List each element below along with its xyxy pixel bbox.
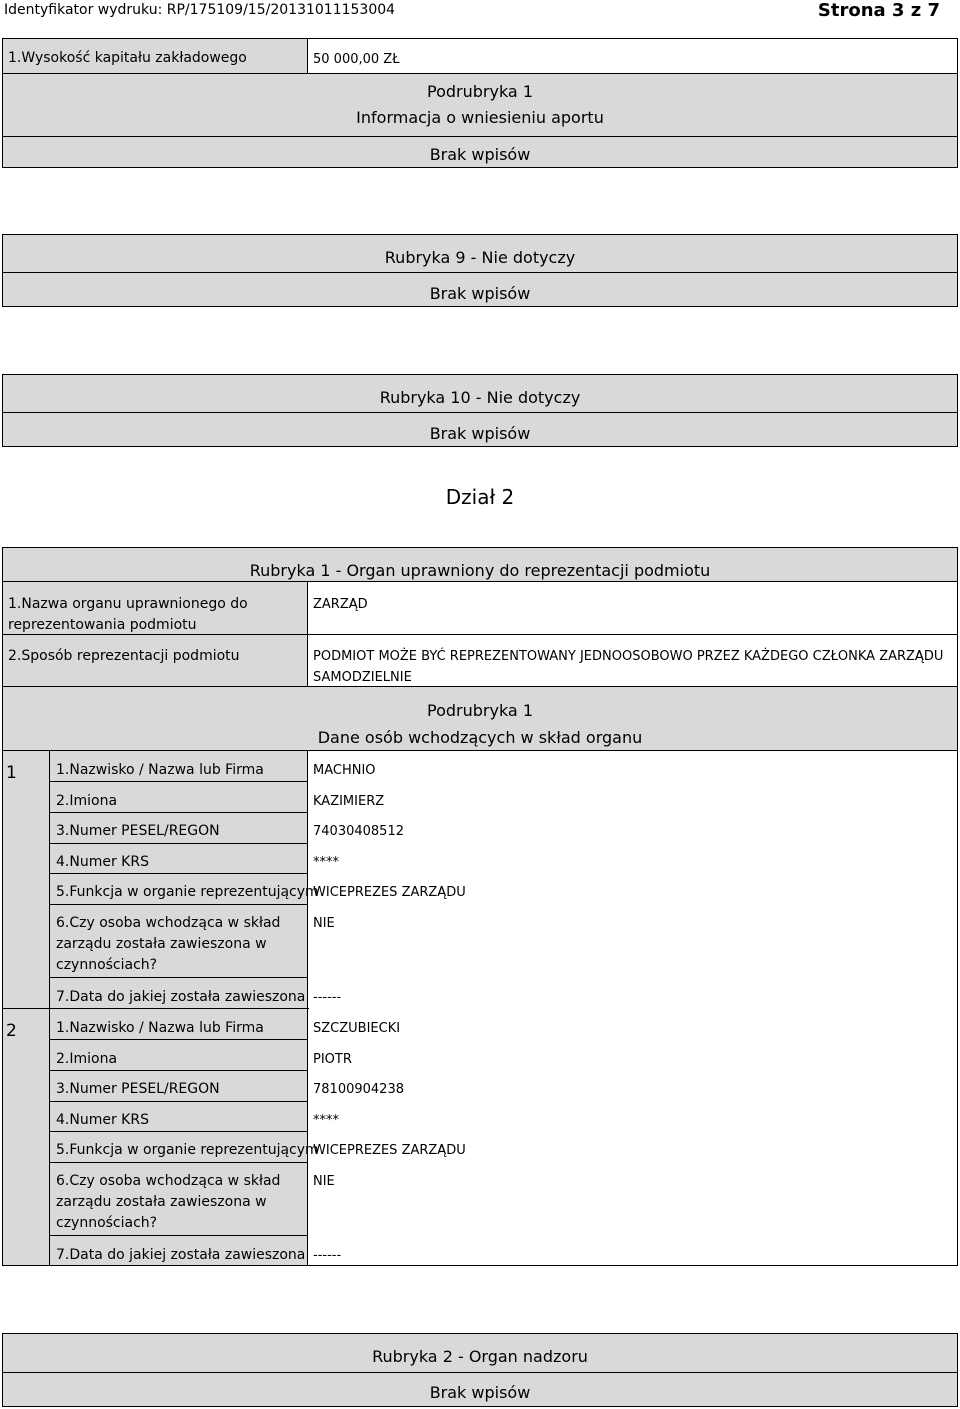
member-pesel: 74030408512 [313,824,404,839]
member-pesel: 78100904238 [313,1082,404,1097]
suspended-label: 6.Czy osoba wchodząca w skład zarządu została zawieszona w czynnościach? [56,915,281,973]
suspended-label: 6.Czy osoba wchodząca w skład zarządu została zawieszona w czynnościach? [56,1173,281,1231]
member-function: WICEPREZES ZARZĄDU [313,1143,466,1158]
member-number: 2 [6,1021,17,1041]
representation-method-label: 2.Sposób reprezentacji podmiotu [8,648,240,664]
names-label: 2.Imiona [56,1051,118,1067]
members-title-2: Dane osób wchodzących w skład organu [317,728,643,747]
organ-name-label: 1.Nazwa organu uprawnionego do reprezentowania podmiotu [8,596,248,633]
member-function: WICEPREZES ZARZĄDU [313,885,466,900]
suspended-date-label: 7.Data do jakiej została zawieszona [56,989,306,1005]
suspended-date-label: 7.Data do jakiej została zawieszona [56,1247,306,1263]
member-suspended: NIE [313,916,335,931]
surname-label: 1.Nazwisko / Nazwa lub Firma [56,1020,264,1036]
function-label: 5.Funkcja w organie reprezentującym [56,1142,319,1158]
member-names: PIOTR [313,1052,352,1067]
contribution-title-2: Informacja o wniesieniu aportu [356,107,604,127]
function-label: 5.Funkcja w organie reprezentującym [56,884,319,900]
pesel-label: 3.Numer PESEL/REGON [56,823,220,839]
capital-value: 50 000,00 ZŁ [313,52,400,67]
surname-label: 1.Nazwisko / Nazwa lub Firma [56,762,264,778]
krs-label: 4.Numer KRS [56,854,149,870]
member-suspended: NIE [313,1174,335,1189]
rubric1-title: Rubryka 1 - Organ uprawniony do reprezentacji podmiotu [249,560,711,580]
member-suspended-date: ------ [313,1248,342,1263]
rubric10-empty: Brak wpisów [429,423,531,443]
rubric2-title: Rubryka 2 - Organ nadzoru [372,1346,588,1366]
rubric2-empty: Brak wpisów [429,1382,531,1402]
page-number: Strona 3 z 7 [817,0,940,21]
member-surname: SZCZUBIECKI [313,1021,401,1036]
pesel-label: 3.Numer PESEL/REGON [56,1081,220,1097]
member-number: 1 [6,763,17,783]
names-label: 2.Imiona [56,793,118,809]
rubric10-title: Rubryka 10 - Nie dotyczy [379,387,581,407]
contribution-title-1: Podrubryka 1 [427,81,533,101]
krs-label: 4.Numer KRS [56,1112,149,1128]
member-surname: MACHNIO [313,763,376,778]
print-identifier: Identyfikator wydruku: RP/175109/15/20131011153004 [4,2,396,18]
section-title: Dział 2 [445,485,515,509]
representation-method-value: PODMIOT MOŻE BYĆ REPREZENTOWANY JEDNOOSOBOWO PRZEZ KAŻDEGO CZŁONKA ZARZĄDU SAMODZIELNIE [313,649,944,685]
organ-name-value: ZARZĄD [313,597,368,612]
rubric9-title: Rubryka 9 - Nie dotyczy [384,247,576,267]
rubric9-empty: Brak wpisów [429,283,531,303]
member-suspended-date: ------ [313,990,342,1005]
capital-label: 1.Wysokość kapitału zakładowego [8,50,247,66]
member-krs: **** [313,1113,339,1128]
member-krs: **** [313,855,339,870]
members-title-1: Podrubryka 1 [427,701,533,720]
contribution-empty: Brak wpisów [429,144,531,164]
member-names: KAZIMIERZ [313,794,385,809]
